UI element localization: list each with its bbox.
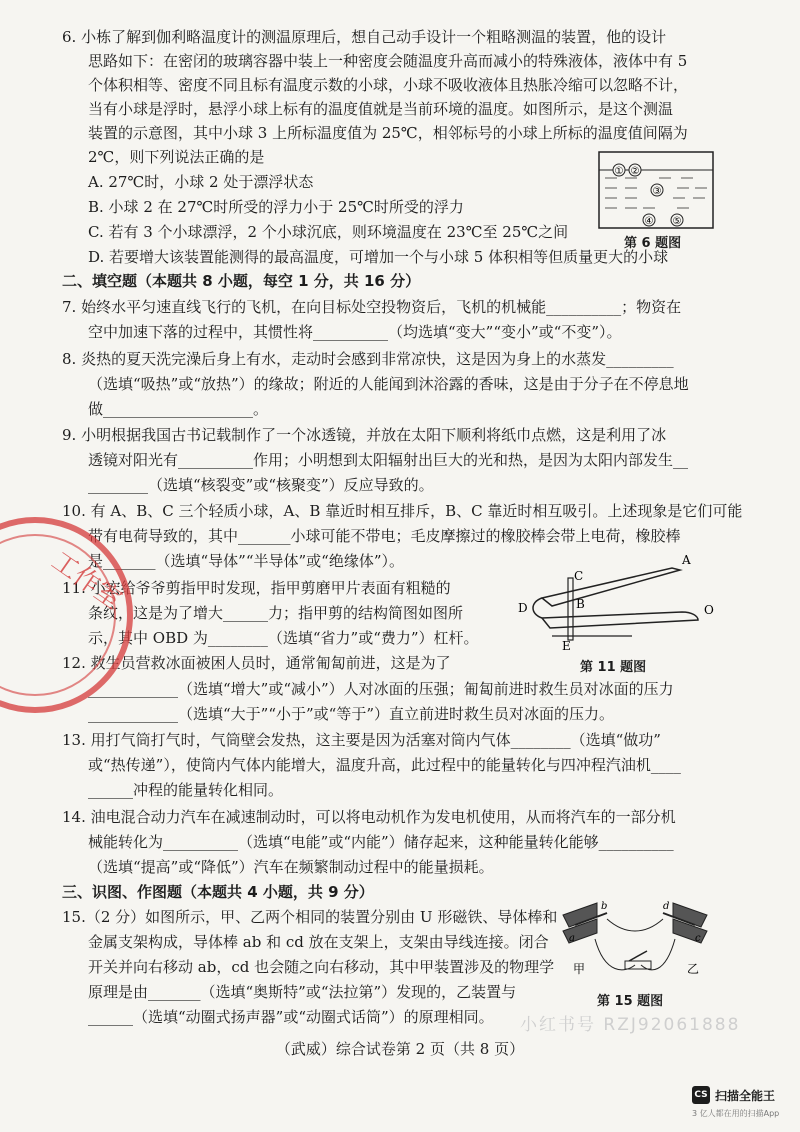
red-stamp	[0, 510, 150, 720]
label-d: d	[663, 901, 670, 912]
q15-line-2: 金属支架构成，导体棒 ab 和 cd 放在支架上，支架由导线连接。闭合	[88, 933, 549, 951]
ball-4-label: ④	[644, 216, 654, 227]
label-D: D	[518, 601, 528, 615]
q11-figure-nail-clipper	[512, 550, 722, 650]
q10-line-1: 10. 有 A、B、C 三个轻质小球，A、B 靠近时相互排斥，B、C 靠近时相互吸引。上述现象是它们可能	[62, 502, 743, 520]
q6-option-d: D. 若要增大该装置能测得的最高温度，可增加一个与小球 5 体积相等但质量更大的小球	[88, 248, 669, 266]
q15-figure-caption: 第 15 题图	[597, 994, 664, 1009]
label-b: b	[601, 901, 608, 912]
q6-line-4: 当有小球是浮时，悬浮小球上标有的温度值就是当前环境的温度。如图所示，是这个测温	[88, 100, 674, 118]
q14-line-1: 14. 油电混合动力汽车在减速制动时，可以将电动机作为发电机使用，从而将汽车的一部分机	[62, 808, 676, 826]
q15-line-5: ______（选填“动圈式扬声器”或“动圈式话筒”）的原理相同。	[88, 1008, 494, 1026]
ball-3-label: ③	[652, 186, 662, 197]
q8-line-2: （选填“吸热”或“放热”）的缘故；附近的人能闻到沐浴露的香味，这是由于分子在不停息地	[88, 375, 689, 393]
scanner-name: 扫描全能王	[715, 1088, 776, 1103]
q6-figure-thermometer	[597, 150, 715, 230]
label-jia: 甲	[573, 962, 586, 976]
q6-line-1: 6. 小栋了解到伽利略温度计的测温原理后，想自己动手设计一个粗略测温的装置，他的设计	[62, 28, 667, 46]
q6-option-a: A. 27℃时，小球 2 处于漂浮状态	[88, 173, 314, 191]
label-B: B	[576, 597, 585, 611]
page-footer: （武威）综合试卷第 2 页（共 8 页）	[275, 1040, 525, 1058]
q8-line-1: 8. 炎热的夏天洗完澡后身上有水，走动时会感到非常凉快，这是因为身上的水蒸发_________	[62, 350, 674, 368]
q6-line-3: 个体积相等、密度不同且标有温度示数的小球，小球不吸收液体且热胀冷缩可以忽略不计，	[88, 76, 689, 94]
label-yi: 乙	[687, 962, 700, 976]
q8-line-3: 做____________________。	[88, 400, 269, 418]
scanner-brand	[692, 1086, 775, 1104]
q15-figure-magnet-devices	[555, 895, 720, 990]
section-2-heading: 二、填空题（本题共 8 小题，每空 1 分，共 16 分）	[62, 272, 421, 290]
q12-line-1: 12. 救生员营救冰面被困人员时，通常匍匐前进，这是为了	[62, 654, 451, 672]
q11-line-2: 条纹，这是为了增大______力；指甲剪的结构简图如图所	[88, 604, 464, 622]
section-3-heading: 三、识图、作图题（本题共 4 小题，共 9 分）	[62, 883, 374, 901]
q10-line-2: 带有电荷导致的，其中_______小球可能不带电；毛皮摩擦过的橡胶棒会带上电荷，橡胶棒	[88, 527, 681, 545]
label-A: A	[682, 553, 691, 567]
q7-line-2: 空中加速下落的过程中，其惯性将__________（均选填“变大”“变小”或“不变”）。	[88, 323, 622, 341]
q13-line-2: 或“热传递”），使筒内气体内能增大，温度升高，此过程中的能量转化与四冲程汽油机____	[88, 756, 681, 774]
stamp-text: 工作室	[45, 546, 128, 616]
q15-line-1: 15.（2 分）如图所示，甲、乙两个相同的装置分别由 U 形磁铁、导体棒和	[62, 908, 558, 926]
q7-line-1: 7. 始终水平匀速直线飞行的飞机，在向目标处空投物资后，飞机的机械能__________；物资在	[62, 298, 682, 316]
q13-line-3: ______冲程的能量转化相同。	[88, 781, 284, 799]
ball-2-label: ②	[630, 166, 640, 177]
q6-option-b: B. 小球 2 在 27℃时所受的浮力小于 25℃时所受的浮力	[88, 198, 464, 216]
label-c: c	[695, 933, 701, 944]
label-C: C	[574, 569, 584, 583]
q12-line-2: ____________（选填“增大”或“减小”）人对冰面的压强；匍匐前进时救生员对冰面的压力	[88, 680, 674, 698]
q9-line-3: ________（选填“核裂变”或“核聚变”）反应导致的。	[88, 476, 434, 494]
q6-line-6: 2℃，则下列说法正确的是	[88, 148, 265, 166]
label-a: a	[569, 933, 575, 944]
label-O: O	[704, 603, 714, 617]
watermark: 小红书号 RZJ92061888	[520, 1015, 741, 1035]
ball-1-label: ①	[614, 166, 624, 177]
q11-figure-caption: 第 11 题图	[580, 660, 647, 675]
q6-figure-caption: 第 6 题图	[624, 236, 682, 251]
q6-line-5: 装置的示意图，其中小球 3 上所标温度值为 25℃，相邻标号的小球上所标的温度值间隔为	[88, 124, 688, 142]
q11-line-1: 11. 小宏给爷爷剪指甲时发现，指甲剪磨甲片表面有粗糙的	[62, 579, 451, 597]
q15-line-4: 原理是由_______（选填“奥斯特”或“法拉第”）发现的，乙装置与	[88, 983, 517, 1001]
q14-line-3: （选填“提高”或“降低”）汽车在频繁制动过程中的能量损耗。	[88, 858, 494, 876]
q6-line-2: 思路如下：在密闭的玻璃容器中装上一种密度会随温度升高而减小的特殊液体，液体中有 5	[88, 52, 688, 70]
scanner-logo-icon: CS	[692, 1086, 710, 1104]
q11-line-3: 示，其中 OBD 为________（选填“省力”或“费力”）杠杆。	[88, 629, 479, 647]
q12-line-3: ____________（选填“大于”“小于”或“等于”）直立前进时救生员对冰面的压力。	[88, 705, 615, 723]
q13-line-1: 13. 用打气筒打气时，气筒壁会发热，这主要是因为活塞对筒内气体________（选填“做功”	[62, 731, 661, 749]
q9-line-1: 9. 小明根据我国古书记载制作了一个冰透镜，并放在太阳下顺利将纸巾点燃，这是利用了冰	[62, 426, 667, 444]
q9-line-2: 透镜对阳光有__________作用；小明想到太阳辐射出巨大的光和热，是因为太阳内部发生__	[88, 451, 689, 469]
label-E: E	[562, 639, 571, 650]
q14-line-2: 械能转化为__________（选填“电能”或“内能”）储存起来，这种能量转化能够__________	[88, 833, 674, 851]
ball-5-label: ⑤	[672, 216, 682, 227]
q10-line-3: 是_______（选填“导体”“半导体”或“绝缘体”）。	[88, 552, 405, 570]
q6-option-c: C. 若有 3 个小球漂浮，2 个小球沉底，则环境温度在 23℃至 25℃之间	[88, 223, 569, 241]
scanner-tagline: 3 亿人都在用的扫描App	[692, 1109, 780, 1118]
q15-line-3: 开关并向右移动 ab，cd 也会随之向右移动，其中甲装置涉及的物理学	[88, 958, 555, 976]
